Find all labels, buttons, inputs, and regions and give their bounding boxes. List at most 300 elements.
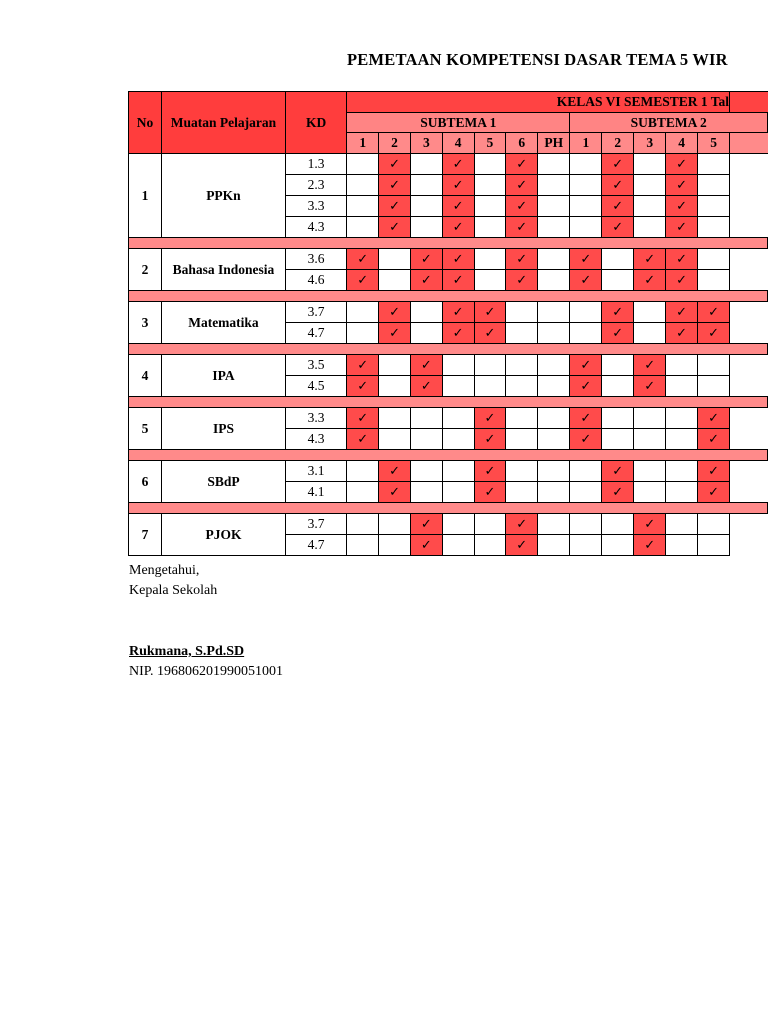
empty-cell xyxy=(474,195,506,216)
checkmark-icon: ✓ xyxy=(452,198,464,214)
kd-code: 4.7 xyxy=(285,322,346,343)
empty-cell xyxy=(442,513,474,534)
overflow-cell xyxy=(730,174,768,195)
empty-cell xyxy=(410,301,442,322)
checkmark-icon: ✓ xyxy=(580,378,592,394)
overflow-cell xyxy=(730,354,768,375)
kd-code: 3.6 xyxy=(285,248,346,269)
empty-cell xyxy=(538,174,570,195)
empty-cell xyxy=(634,174,666,195)
checkmark-icon: ✓ xyxy=(644,272,656,288)
checkmark-cell xyxy=(666,301,698,322)
empty-cell xyxy=(379,248,411,269)
empty-cell xyxy=(474,216,506,237)
checkmark-icon: ✓ xyxy=(612,463,624,479)
empty-cell xyxy=(410,195,442,216)
empty-cell xyxy=(442,354,474,375)
checkmark-icon: ✓ xyxy=(708,304,720,320)
header-subtema-2: SUBTEMA 2 xyxy=(570,112,768,133)
checkmark-icon: ✓ xyxy=(516,198,528,214)
checkmark-cell xyxy=(634,269,666,290)
empty-cell xyxy=(634,481,666,502)
empty-cell xyxy=(474,153,506,174)
checkmark-icon: ✓ xyxy=(484,431,496,447)
empty-cell xyxy=(379,407,411,428)
checkmark-icon: ✓ xyxy=(644,516,656,532)
checkmark-icon: ✓ xyxy=(389,198,400,214)
checkmark-cell xyxy=(442,153,474,174)
empty-cell xyxy=(474,269,506,290)
empty-cell xyxy=(570,174,602,195)
checkmark-cell xyxy=(570,375,602,396)
subject-number: 1 xyxy=(129,153,162,237)
empty-cell xyxy=(634,322,666,343)
overflow-cell xyxy=(730,153,768,174)
empty-cell xyxy=(698,269,730,290)
checkmark-cell xyxy=(442,269,474,290)
empty-cell xyxy=(570,153,602,174)
empty-cell xyxy=(506,301,538,322)
empty-cell xyxy=(474,534,506,555)
kd-code: 4.7 xyxy=(285,534,346,555)
header-no: No xyxy=(129,92,162,154)
checkmark-cell xyxy=(379,174,411,195)
section-separator xyxy=(129,237,768,248)
empty-cell xyxy=(570,301,602,322)
checkmark-cell xyxy=(347,407,379,428)
empty-cell xyxy=(474,248,506,269)
checkmark-icon: ✓ xyxy=(676,272,688,288)
empty-cell xyxy=(538,354,570,375)
table-row xyxy=(129,513,768,534)
empty-cell xyxy=(347,216,379,237)
empty-cell xyxy=(474,354,506,375)
header-column-number: 3 xyxy=(634,133,666,154)
empty-cell xyxy=(538,460,570,481)
empty-cell xyxy=(698,248,730,269)
checkmark-cell xyxy=(442,248,474,269)
empty-cell xyxy=(666,375,698,396)
checkmark-cell xyxy=(634,534,666,555)
checkmark-icon: ✓ xyxy=(452,272,464,288)
empty-cell xyxy=(379,534,411,555)
empty-cell xyxy=(538,195,570,216)
checkmark-icon: ✓ xyxy=(676,325,688,341)
checkmark-icon: ✓ xyxy=(612,198,624,214)
checkmark-icon: ✓ xyxy=(389,156,400,172)
empty-cell xyxy=(347,153,379,174)
empty-cell xyxy=(506,354,538,375)
empty-cell xyxy=(698,513,730,534)
empty-cell xyxy=(442,534,474,555)
checkmark-cell xyxy=(442,322,474,343)
section-separator xyxy=(129,290,768,301)
checkmark-cell xyxy=(698,481,730,502)
empty-cell xyxy=(634,407,666,428)
table-row xyxy=(129,248,768,269)
subject-number: 7 xyxy=(129,513,162,555)
empty-cell xyxy=(410,174,442,195)
checkmark-icon: ✓ xyxy=(420,357,432,373)
overflow-cell xyxy=(730,375,768,396)
empty-cell xyxy=(538,481,570,502)
checkmark-cell xyxy=(666,195,698,216)
table-row xyxy=(129,301,768,322)
checkmark-cell xyxy=(570,354,602,375)
checkmark-icon: ✓ xyxy=(452,251,464,267)
checkmark-icon: ✓ xyxy=(708,463,720,479)
section-separator xyxy=(129,343,768,354)
checkmark-icon: ✓ xyxy=(612,156,624,172)
checkmark-cell xyxy=(666,248,698,269)
kd-code: 4.3 xyxy=(285,216,346,237)
header-column-number: 2 xyxy=(602,133,634,154)
checkmark-icon: ✓ xyxy=(357,251,369,267)
overflow-cell xyxy=(730,195,768,216)
header-column-number: 1 xyxy=(570,133,602,154)
checkmark-icon: ✓ xyxy=(676,198,688,214)
empty-cell xyxy=(410,407,442,428)
checkmark-cell xyxy=(379,195,411,216)
empty-cell xyxy=(538,534,570,555)
checkmark-icon: ✓ xyxy=(708,410,720,426)
subject-name: Bahasa Indonesia xyxy=(162,248,286,290)
header-column-number: 5 xyxy=(698,133,730,154)
empty-cell xyxy=(602,375,634,396)
checkmark-icon: ✓ xyxy=(516,537,528,553)
overflow-cell xyxy=(730,322,768,343)
checkmark-icon: ✓ xyxy=(420,378,432,394)
empty-cell xyxy=(538,375,570,396)
empty-cell xyxy=(347,195,379,216)
checkmark-icon: ✓ xyxy=(644,251,656,267)
empty-cell xyxy=(474,375,506,396)
checkmark-cell xyxy=(474,301,506,322)
empty-cell xyxy=(634,301,666,322)
checkmark-cell xyxy=(506,195,538,216)
checkmark-cell xyxy=(379,301,411,322)
subject-name: SBdP xyxy=(162,460,286,502)
checkmark-cell xyxy=(634,248,666,269)
kd-code: 4.1 xyxy=(285,481,346,502)
checkmark-icon: ✓ xyxy=(516,219,528,235)
checkmark-icon: ✓ xyxy=(484,463,496,479)
empty-cell xyxy=(634,428,666,449)
checkmark-icon: ✓ xyxy=(644,378,656,394)
header-column-number: 5 xyxy=(474,133,506,154)
table-row xyxy=(129,407,768,428)
overflow-cell xyxy=(730,428,768,449)
empty-cell xyxy=(602,407,634,428)
overflow-cell xyxy=(730,216,768,237)
checkmark-icon: ✓ xyxy=(357,410,369,426)
checkmark-cell xyxy=(634,375,666,396)
checkmark-icon: ✓ xyxy=(452,156,464,172)
overflow-cell xyxy=(730,534,768,555)
checkmark-cell xyxy=(410,354,442,375)
empty-cell xyxy=(506,428,538,449)
empty-cell xyxy=(506,460,538,481)
competency-mapping-table xyxy=(128,91,768,556)
empty-cell xyxy=(570,195,602,216)
table-row xyxy=(129,153,768,174)
checkmark-icon: ✓ xyxy=(420,272,432,288)
checkmark-cell xyxy=(506,513,538,534)
header-column-number: 6 xyxy=(506,133,538,154)
checkmark-cell xyxy=(410,248,442,269)
checkmark-icon: ✓ xyxy=(516,251,528,267)
overflow-cell xyxy=(730,407,768,428)
empty-cell xyxy=(347,174,379,195)
checkmark-cell xyxy=(666,153,698,174)
subject-number: 3 xyxy=(129,301,162,343)
checkmark-cell xyxy=(442,195,474,216)
checkmark-icon: ✓ xyxy=(484,304,496,320)
checkmark-cell xyxy=(442,216,474,237)
overflow-cell xyxy=(730,513,768,534)
checkmark-cell xyxy=(410,269,442,290)
signature-acknowledged: Mengetahui, xyxy=(129,563,200,578)
checkmark-cell xyxy=(666,322,698,343)
checkmark-icon: ✓ xyxy=(516,156,528,172)
empty-cell xyxy=(538,153,570,174)
checkmark-cell xyxy=(506,248,538,269)
checkmark-cell xyxy=(379,216,411,237)
checkmark-icon: ✓ xyxy=(612,325,624,341)
empty-cell xyxy=(379,375,411,396)
document-title: PEMETAAN KOMPETENSI DASAR TEMA 5 WIR xyxy=(347,50,728,69)
empty-cell xyxy=(634,460,666,481)
checkmark-cell xyxy=(666,174,698,195)
kd-code: 3.5 xyxy=(285,354,346,375)
subject-name: Matematika xyxy=(162,301,286,343)
empty-cell xyxy=(474,174,506,195)
checkmark-cell xyxy=(506,269,538,290)
checkmark-icon: ✓ xyxy=(389,463,400,479)
empty-cell xyxy=(442,375,474,396)
empty-cell xyxy=(666,481,698,502)
checkmark-cell xyxy=(602,322,634,343)
section-separator xyxy=(129,449,768,460)
checkmark-cell xyxy=(570,248,602,269)
empty-cell xyxy=(602,428,634,449)
empty-cell xyxy=(570,481,602,502)
empty-cell xyxy=(538,216,570,237)
checkmark-cell xyxy=(474,407,506,428)
checkmark-cell xyxy=(474,322,506,343)
empty-cell xyxy=(410,481,442,502)
empty-cell xyxy=(602,354,634,375)
checkmark-icon: ✓ xyxy=(644,357,656,373)
empty-cell xyxy=(538,248,570,269)
header-subtema-1: SUBTEMA 1 xyxy=(347,112,570,133)
checkmark-icon: ✓ xyxy=(516,177,528,193)
empty-cell xyxy=(410,428,442,449)
checkmark-icon: ✓ xyxy=(676,177,688,193)
empty-cell xyxy=(442,428,474,449)
empty-cell xyxy=(379,354,411,375)
checkmark-cell xyxy=(442,174,474,195)
subject-name: IPS xyxy=(162,407,286,449)
empty-cell xyxy=(570,322,602,343)
checkmark-cell xyxy=(602,216,634,237)
empty-cell xyxy=(347,481,379,502)
checkmark-icon: ✓ xyxy=(484,410,496,426)
checkmark-cell xyxy=(698,428,730,449)
empty-cell xyxy=(347,513,379,534)
table-row xyxy=(129,460,768,481)
empty-cell xyxy=(442,481,474,502)
checkmark-icon: ✓ xyxy=(580,272,592,288)
section-separator xyxy=(129,396,768,407)
empty-cell xyxy=(379,428,411,449)
subject-number: 2 xyxy=(129,248,162,290)
checkmark-cell xyxy=(570,269,602,290)
empty-cell xyxy=(347,322,379,343)
checkmark-cell xyxy=(347,375,379,396)
checkmark-icon: ✓ xyxy=(452,177,464,193)
table-row xyxy=(129,354,768,375)
checkmark-icon: ✓ xyxy=(612,219,624,235)
overflow-cell xyxy=(730,460,768,481)
empty-cell xyxy=(474,513,506,534)
checkmark-icon: ✓ xyxy=(580,357,592,373)
empty-cell xyxy=(347,301,379,322)
checkmark-icon: ✓ xyxy=(580,410,592,426)
checkmark-cell xyxy=(379,153,411,174)
empty-cell xyxy=(698,534,730,555)
checkmark-cell xyxy=(698,460,730,481)
checkmark-cell xyxy=(379,322,411,343)
signature-name: Rukmana, S.Pd.SD xyxy=(129,644,245,659)
checkmark-icon: ✓ xyxy=(644,537,656,553)
empty-cell xyxy=(442,407,474,428)
checkmark-icon: ✓ xyxy=(676,304,688,320)
header-kd: KD xyxy=(285,92,346,154)
empty-cell xyxy=(602,513,634,534)
checkmark-cell xyxy=(602,195,634,216)
checkmark-icon: ✓ xyxy=(612,177,624,193)
checkmark-cell xyxy=(379,481,411,502)
empty-cell xyxy=(379,269,411,290)
empty-cell xyxy=(666,513,698,534)
checkmark-cell xyxy=(506,216,538,237)
checkmark-icon: ✓ xyxy=(708,325,720,341)
checkmark-cell xyxy=(570,407,602,428)
header-muatan-pelajaran: Muatan Pelajaran xyxy=(162,92,286,154)
header-column-number: 2 xyxy=(379,133,411,154)
empty-cell xyxy=(602,248,634,269)
checkmark-cell xyxy=(602,153,634,174)
kd-code: 2.3 xyxy=(285,174,346,195)
empty-cell xyxy=(410,460,442,481)
empty-cell xyxy=(666,534,698,555)
checkmark-icon: ✓ xyxy=(452,304,464,320)
empty-cell xyxy=(538,269,570,290)
empty-cell xyxy=(506,407,538,428)
overflow-cell xyxy=(730,301,768,322)
kd-code: 3.3 xyxy=(285,195,346,216)
checkmark-icon: ✓ xyxy=(452,325,464,341)
checkmark-icon: ✓ xyxy=(420,516,432,532)
empty-cell xyxy=(538,407,570,428)
empty-cell xyxy=(347,534,379,555)
checkmark-cell xyxy=(602,481,634,502)
checkmark-cell xyxy=(347,269,379,290)
checkmark-icon: ✓ xyxy=(708,431,720,447)
checkmark-icon: ✓ xyxy=(420,537,432,553)
checkmark-cell xyxy=(666,216,698,237)
checkmark-cell xyxy=(410,513,442,534)
checkmark-cell xyxy=(474,428,506,449)
checkmark-icon: ✓ xyxy=(676,219,688,235)
kd-code: 1.3 xyxy=(285,153,346,174)
checkmark-cell xyxy=(474,460,506,481)
empty-cell xyxy=(634,216,666,237)
empty-cell xyxy=(698,354,730,375)
checkmark-icon: ✓ xyxy=(676,251,688,267)
overflow-cell xyxy=(730,248,768,269)
header-column-number: 4 xyxy=(666,133,698,154)
empty-cell xyxy=(666,428,698,449)
checkmark-cell xyxy=(347,248,379,269)
checkmark-cell xyxy=(666,269,698,290)
empty-cell xyxy=(698,375,730,396)
checkmark-cell xyxy=(634,354,666,375)
checkmark-cell xyxy=(379,460,411,481)
checkmark-cell xyxy=(442,301,474,322)
header-column-number: 1 xyxy=(347,133,379,154)
checkmark-cell xyxy=(347,428,379,449)
empty-cell xyxy=(570,460,602,481)
empty-cell xyxy=(666,407,698,428)
empty-cell xyxy=(506,375,538,396)
empty-cell xyxy=(442,460,474,481)
signature-nip: NIP. 196806201990051001 xyxy=(129,664,284,679)
overflow-cell xyxy=(730,481,768,502)
empty-cell xyxy=(634,195,666,216)
checkmark-icon: ✓ xyxy=(357,431,369,447)
header-column-number: PH xyxy=(538,133,570,154)
empty-cell xyxy=(698,174,730,195)
checkmark-cell xyxy=(410,534,442,555)
checkmark-cell xyxy=(506,174,538,195)
empty-cell xyxy=(602,269,634,290)
checkmark-icon: ✓ xyxy=(612,484,624,500)
section-separator xyxy=(129,502,768,513)
empty-cell xyxy=(698,195,730,216)
header-kelas-overflow xyxy=(730,92,768,113)
empty-cell xyxy=(698,216,730,237)
checkmark-icon: ✓ xyxy=(484,325,496,341)
checkmark-cell xyxy=(602,301,634,322)
checkmark-cell xyxy=(506,534,538,555)
checkmark-cell xyxy=(347,354,379,375)
empty-cell xyxy=(570,534,602,555)
empty-cell xyxy=(570,513,602,534)
empty-cell xyxy=(634,153,666,174)
kd-code: 4.6 xyxy=(285,269,346,290)
empty-cell xyxy=(379,513,411,534)
empty-cell xyxy=(538,513,570,534)
checkmark-icon: ✓ xyxy=(357,378,369,394)
subject-number: 4 xyxy=(129,354,162,396)
signature-role: Kepala Sekolah xyxy=(129,583,218,598)
kd-code: 4.5 xyxy=(285,375,346,396)
subject-number: 6 xyxy=(129,460,162,502)
empty-cell xyxy=(410,216,442,237)
subject-name: IPA xyxy=(162,354,286,396)
